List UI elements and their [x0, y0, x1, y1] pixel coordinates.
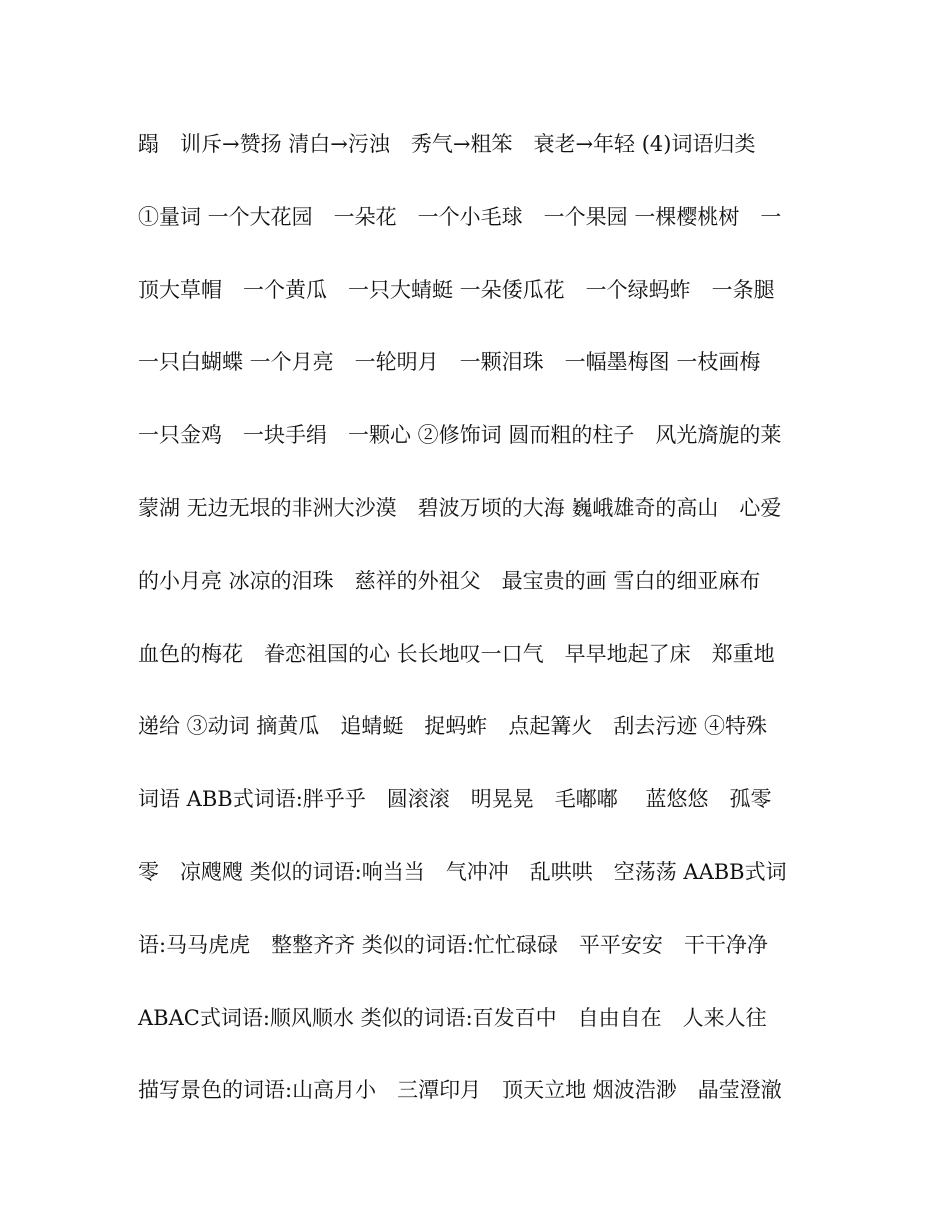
text-line-9: 递给 ③动词 摘黄瓜 追蜻蜓 捉蚂蚱 点起篝火 刮去污迹 ④特殊 — [138, 714, 768, 739]
text-line-11: 零 凉飕飕 类似的词语:响当当 气冲冲 乱哄哄 空荡荡 AABB式词 — [138, 859, 787, 884]
text-line-8: 血色的梅花 眷恋祖国的心 长长地叹一口气 早早地起了床 郑重地 — [138, 641, 775, 666]
text-line-10: 词语 ABB式词语:胖乎乎 圆滚滚 明晃晃 毛嘟嘟 蓝悠悠 孤零 — [138, 787, 772, 812]
text-line-14: 描写景色的词语:山高月小 三潭印月 顶天立地 烟波浩渺 晶莹澄澈 — [138, 1078, 782, 1103]
text-line-5: 一只金鸡 一块手绢 一颗心 ②修饰词 圆而粗的柱子 风光旖旎的莱 — [138, 423, 782, 448]
text-line-13: ABAC式词语:顺风顺水 类似的词语:百发百中 自由自在 人来人往 — [138, 1005, 767, 1030]
text-line-3: 顶大草帽 一个黄瓜 一只大蜻蜓 一朵倭瓜花 一个绿蚂蚱 一条腿 — [138, 277, 775, 302]
text-line-1: 蹋 训斥→赞扬 清白→污浊 秀气→粗笨 衰老→年轻 (4)词语归类 — [138, 132, 756, 156]
text-line-6: 蒙湖 无边无垠的非洲大沙漠 碧波万顷的大海 巍峨雄奇的高山 心爱 — [138, 495, 782, 520]
document-text-body — [138, 124, 828, 1143]
text-line-7: 的小月亮 冰凉的泪珠 慈祥的外祖父 最宝贵的画 雪白的细亚麻布 — [138, 568, 761, 593]
text-line-12: 语:马马虎虎 整整齐齐 类似的词语:忙忙碌碌 平平安安 干干净净 — [138, 932, 768, 957]
text-line-2: ①量词 一个大花园 一朵花 一个小毛球 一个果园 一棵樱桃树 一 — [138, 204, 782, 229]
text-line-4: 一只白蝴蝶 一个月亮 一轮明月 一颗泪珠 一幅墨梅图 一枝画梅 — [138, 350, 761, 375]
